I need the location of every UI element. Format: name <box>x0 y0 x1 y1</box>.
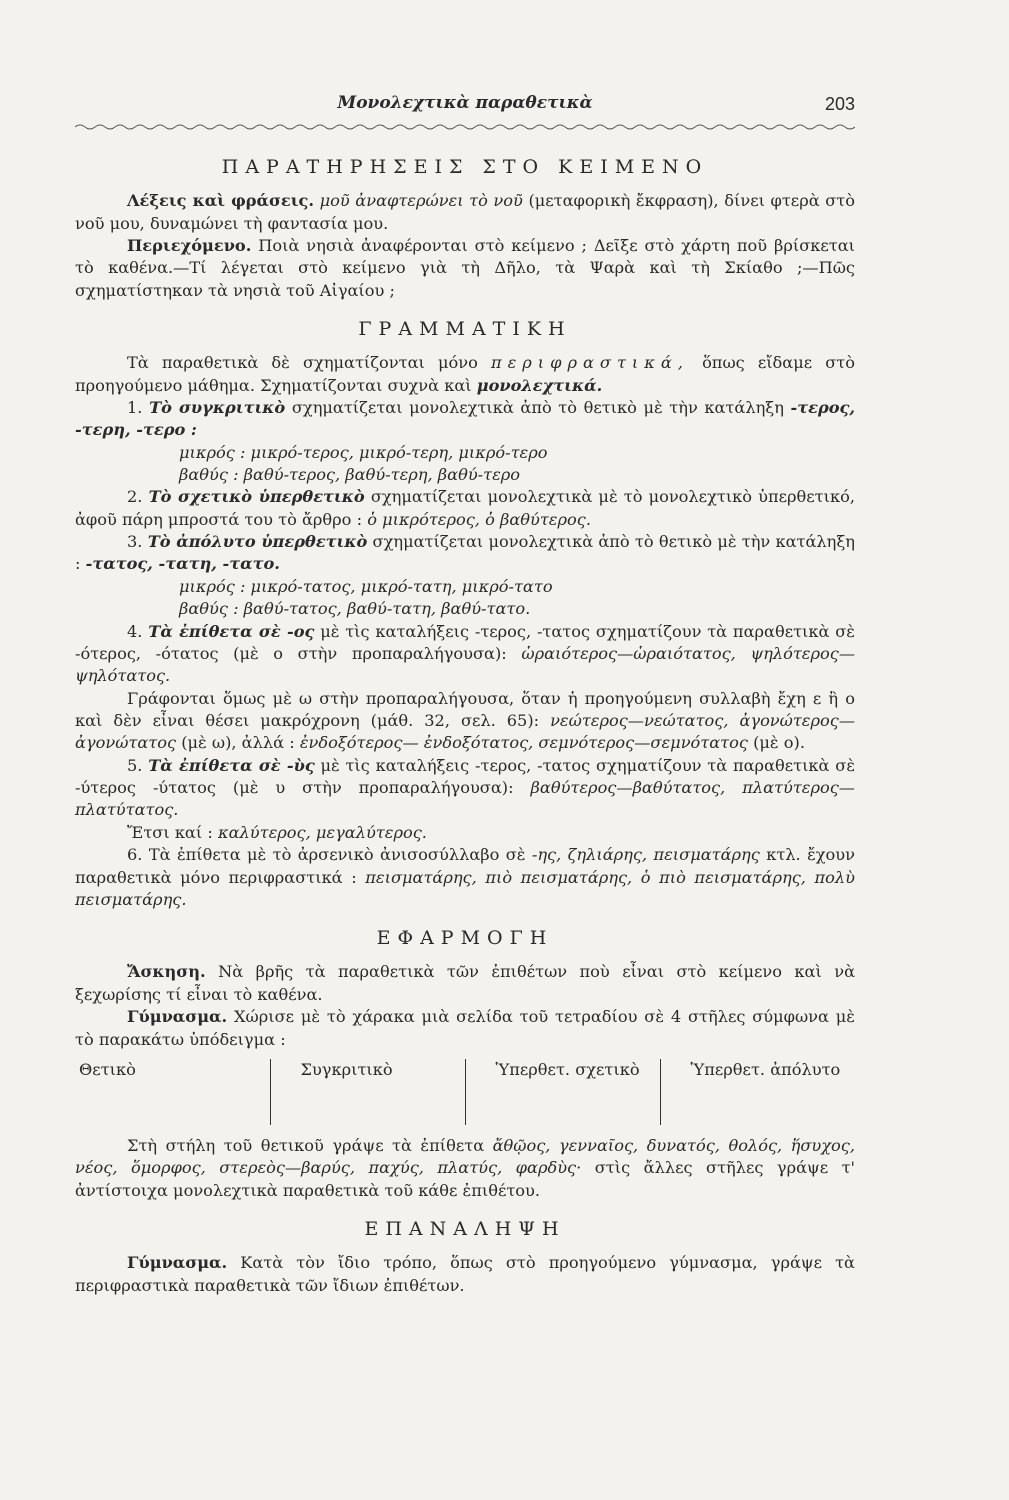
paragraph-gymnasma: Γύμνασμα. Χώρισε μὲ τὸ χάρακα μιὰ σελίδα τοῦ τετραδίου σὲ 4 στῆλες σύμφωνα μὲ τὸ παρακάτω ὑπόδειγμα : <box>75 1007 855 1049</box>
paragraph-instructions: Στὴ στήλη τοῦ θετικοῦ γράψε τὰ ἐπίθετα ἄθῷος, γενναῖος, δυνατός, θολός, ἥσυχος, νέος, ὅμορφος, στερεὸς—βαρύς, παχύς, πλατύς, φαρδὺς· στὶς ἄλλες στῆλες γράψε τ' ἀντίστοιχα μονολεχτικὰ παραθετικὰ τοῦ κάθε ἐπιθέτου. <box>75 1135 855 1200</box>
column-template-table <box>75 1059 855 1125</box>
rule-3: 3. Τὸ ἀπόλυτο ὑπερθετικὸ σχηματίζεται μονολεχτικὰ ἀπὸ τὸ θετικὸ μὲ τὴν κατάληξη : -τατος, -τατη, -τατο. <box>75 532 855 574</box>
example-line: βαθύς : βαθύ-τερος, βαθύ-τερη, βαθύ-τερο <box>179 465 521 485</box>
paragraph-revision-gymnasma: Γύμνασμα. Κατὰ τὸν ἴδιο τρόπο, ὅπως στὸ προηγούμενο γύμνασμα, γράψε τὰ περιφραστικὰ παραθετικὰ τῶν ἴδιων ἐπιθέτων. <box>75 1253 855 1295</box>
paragraph-lexeis: Λέξεις καὶ φράσεις. μοῦ ἀναφτερώνει τὸ νοῦ (μεταφορικὴ ἔκφραση), δίνει φτερὰ στὸ νοῦ μου, δυναμώνει τὴ φαντασία μου. <box>75 191 855 233</box>
rule-4: 4. Τὰ ἐπίθετα σὲ -ος μὲ τὶς καταλήξεις -τερος, -τατος σχηματίζουν τὰ παραθετικὰ σὲ -ότερος, -ότατος (μὲ ο στὴν προπαραλήγουσα): ὡραιότερος—ὡραιότατος, ψηλότερος—ψηλότατος. <box>75 621 856 686</box>
heading-revision: ΕΠΑΝΑΛΗΨΗ <box>364 1217 566 1240</box>
rule-5: 5. Τὰ ἐπίθετα σὲ -ὺς μὲ τὶς καταλήξεις -τερος, -τατος σχηματίζουν τὰ παραθετικὰ σὲ -ύτερος -ύτατος (μὲ υ στὴν προπαραλήγουσα): βαθύτερος—βαθύτατος, πλατύτερος—πλατύτατος. <box>75 755 856 820</box>
rule-1: 1. Τὸ συγκριτικὸ σχηματίζεται μονολεχτικὰ ἀπὸ τὸ θετικὸ μὲ τὴν κατάληξη -τερος, -τερη, -τερο : <box>75 397 856 440</box>
example-line: μικρός : μικρό-τερος, μικρό-τερη, μικρό-τερο <box>179 442 548 462</box>
heading-grammar: ΓΡΑΜΜΑΤΙΚΗ <box>358 318 572 341</box>
column-header: Συγκριτικὸ <box>270 1059 465 1125</box>
column-header: Ὑπερθετ. ἀπόλυτο <box>660 1059 855 1125</box>
heading-observations: ΠΑΡΑΤΗΡΗΣΕΙΣ ΣΤΟ ΚΕΙΜΕΝΟ <box>221 156 709 178</box>
column-header: Θετικὸ <box>79 1059 136 1079</box>
decorative-wavy-rule <box>75 122 855 132</box>
example-line: μικρός : μικρό-τατος, μικρό-τατη, μικρό-τατο <box>179 576 553 596</box>
running-header <box>75 92 855 122</box>
rule-2: 2. Τὸ σχετικὸ ὑπερθετικὸ σχηματίζεται μονολεχτικὰ μὲ τὸ μονολεχτικὸ ὑπερθετικό, ἀφοῦ πάρη μπροστά του τὸ ἄρθρο : ὁ μικρότερος, ὁ βαθύτερος. <box>75 487 855 529</box>
rule-4-note: Γράφονται ὅμως μὲ ω στὴν προπαραλήγουσα, ὅταν ἡ προηγούμενη συλλαβὴ ἔχη ε ἢ ο καὶ δὲν εἶναι θέσει μακρόχρονη (μάθ. 32, σελ. 65): νεώτερος—νεώτατος, ἀγονώτερος—ἀγονώτατος (μὲ ω), ἀλλά : ἐνδοξότερος— ἐνδοξότατος, σεμνότερος—σεμνότατος (μὲ ο). <box>75 688 856 753</box>
paragraph-intro: Τὰ παραθετικὰ δὲ σχηματίζονται μόνο περιφραστικά, ὅπως εἴδαμε στὸ προηγούμενο μάθημα. Σχηματίζονται συχνὰ καὶ μονολεχτικά. <box>75 353 855 395</box>
rule-5-note: Ἔτσι καί : καλύτερος, μεγαλύτερος. <box>127 822 427 842</box>
column-header: Ὑπερθετ. σχετικὸ <box>465 1059 660 1125</box>
rule-6: 6. Τὰ ἐπίθετα μὲ τὸ ἀρσενικὸ ἀνισοσύλλαβο σὲ -ης, ζηλιάρης, πεισματάρης κτλ. ἔχουν παραθετικὰ μόνο περιφραστικά : πεισματάρης, πιὸ πεισματάρης, ὁ πιὸ πεισματάρης, πολὺ πεισματάρης. <box>75 845 855 909</box>
page-content <box>75 92 855 1297</box>
paragraph-askisi: Ἄσκηση. Νὰ βρῆς τὰ παραθετικὰ τῶν ἐπιθέτων ποὺ εἶναι στὸ κείμενο καὶ νὰ ξεχωρίσης τί εἶναι τὸ καθένα. <box>75 962 855 1004</box>
heading-application: ΕΦΑΡΜΟΓΗ <box>376 927 554 950</box>
running-title: Μονολεχτικὰ παραθετικὰ <box>337 93 593 113</box>
paragraph-periechomeno: Περιεχόμενο. Ποιὰ νησιὰ ἀναφέρονται στὸ κείμενο ; Δεῖξε στὸ χάρτη ποῦ βρίσκεται τὸ καθένα.—Τί λέγεται στὸ κείμενο γιὰ τὴ Δῆλο, τὰ Ψαρὰ καὶ τὴ Σκίαθο ;—Πῶς σχηματίστηκαν τὰ νησιὰ τοῦ Αἰγαίου ; <box>75 235 855 300</box>
example-line: βαθύς : βαθύ-τατος, βαθύ-τατη, βαθύ-τατο. <box>179 599 531 619</box>
page-number: 203 <box>824 94 855 114</box>
